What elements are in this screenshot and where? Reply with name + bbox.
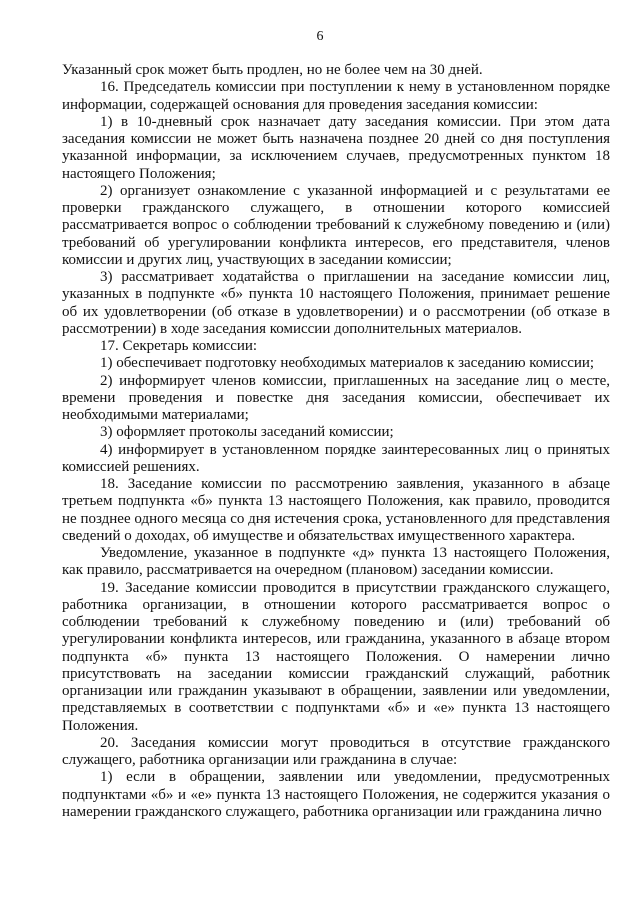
paragraph-17-4: 4) информирует в установленном порядке заинтересованных лиц о принятых комиссией решениях.: [62, 441, 610, 475]
paragraph-17: 17. Секретарь комиссии:: [100, 338, 258, 354]
paragraph-20: 20. Заседания комиссии могут проводиться в отсутствие гражданского служащего, работника организации или гражданина в случае:: [62, 734, 610, 768]
paragraph-18-notice: Уведомление, указанное в подпункте «д» пункта 13 настоящего Положения, как правило, рассматривается на очередном (плановом) заседании комиссии.: [62, 545, 610, 579]
page-number: 6: [316, 29, 324, 44]
paragraph-17-3: 3) оформляет протоколы заседаний комиссии;: [100, 424, 394, 441]
paragraph-16-1: 1) в 10-дневный срок назначает дату заседания комиссии. При этом дата заседания комиссии не может быть назначена позднее 20 дней со дня поступления указанной информации, за исключением случаев, предусмотренных пунктом 18 настоящего Положения;: [62, 113, 610, 182]
paragraph-17-2: 2) информирует членов комиссии, приглашенных на заседание лиц о месте, времени проведения и повестке дня заседания комиссии, обеспечивает их необходимыми материалами;: [62, 372, 610, 423]
paragraph-term-extension: Указанный срок может быть продлен, но не более чем на 30 дней.: [62, 62, 483, 78]
document-body: [62, 62, 610, 821]
paragraph-16-2: 2) организует ознакомление с указанной информацией и с результатами ее проверки гражданского служащего, в отношении которого комиссией рассматривается вопрос о соблюдении требований к служебному поведению и (или) требований об урегулировании конфликта интересов, его представителя, членов комиссии и других лиц, участвующих в заседании комиссии;: [62, 182, 610, 268]
paragraph-18: 18. Заседание комиссии по рассмотрению заявления, указанного в абзаце третьем подпункта «б» пункта 13 настоящего Положения, как правило, проводится не позднее одного месяца со дня истечения срока, установленного для представления сведений о доходах, об имуществе и обязательствах имущественного характера.: [62, 476, 610, 544]
paragraph-16-3: 3) рассматривает ходатайства о приглашении на заседание комиссии лиц, указанных в подпункте «б» пункта 10 настоящего Положения, принимает решение об их удовлетворении (об отказе в удовлетворении) и о рассмотрении (об отказе в рассмотрении) в ходе заседания комиссии дополнительных материалов.: [62, 269, 610, 337]
paragraph-17-1: 1) обеспечивает подготовку необходимых материалов к заседанию комиссии;: [100, 355, 595, 372]
paragraph-20-1: 1) если в обращении, заявлении или уведомлении, предусмотренных подпунктами «б» и «е» пункта 13 настоящего Положения, не содержится указания о намерении гражданского служащего, работника организации или гражданина лично: [62, 769, 610, 820]
paragraph-16: 16. Председатель комиссии при поступлении к нему в установленном порядке информации, содержащей основания для проведения заседания комиссии:: [62, 79, 610, 113]
paragraph-19: 19. Заседание комиссии проводится в присутствии гражданского служащего, работника организации, в отношении которого рассматривается вопрос о соблюдении требований к служебному поведению и (или) требований об урегулировании конфликта интересов, или гражданина, указанного в абзаце втором подпункта «б» пункта 13 настоящего Положения. О намерении лично присутствовать на заседании комиссии гражданский служащий, работник организации или гражданин указывают в обращении, заявлении или уведомлении, представляемых в соответствии с подпунктами «б» и «е» пункта 13 настоящего Положения.: [62, 579, 610, 734]
